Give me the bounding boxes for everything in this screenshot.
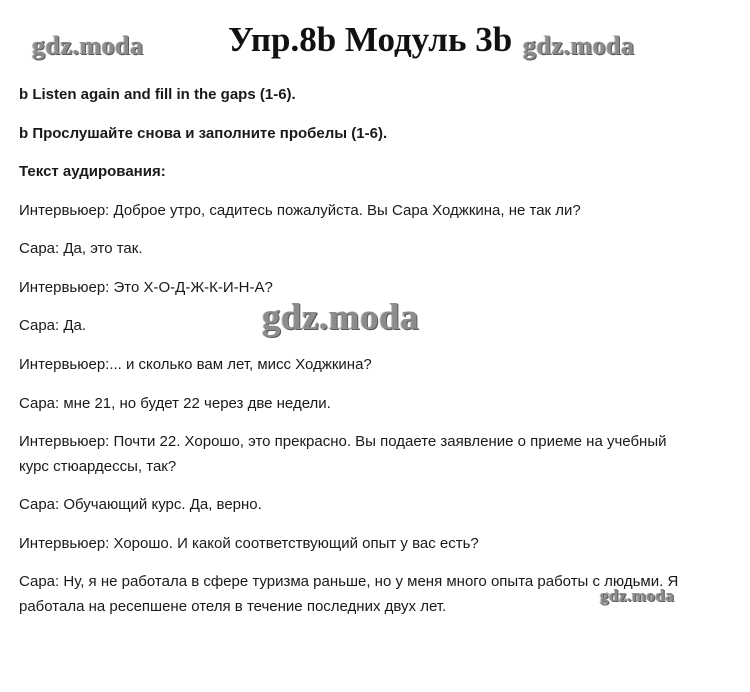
dialogue-line-1: Интервьюер: Доброе утро, садитесь пожалуйста. Вы Сара Ходжкина, не так ли?: [19, 202, 581, 219]
dialogue-line-7: Интервьюер: Почти 22. Хорошо, это прекрасно. Вы подаете заявление о приеме на учебный курс стюардессы, так?: [19, 433, 667, 475]
task-russian: b Прослушайте снова и заполните пробелы (1-6).: [19, 125, 388, 142]
dialogue-line-8: Сара: Обучающий курс. Да, верно.: [19, 496, 262, 513]
watermark-top-right: gdz.moda: [523, 31, 635, 60]
watermark-center: gdz.moda: [262, 297, 420, 338]
dialogue-line-2: Сара: Да, это так.: [19, 240, 143, 257]
dialogue-line-3: Интервьюер: Это Х-О-Д-Ж-К-И-Н-А?: [19, 279, 273, 296]
dialogue-line-4: Сара: Да.: [19, 317, 87, 334]
dialogue-line-6: Сара: мне 21, но будет 22 через две недели.: [19, 395, 331, 412]
watermark-bottom-right: gdz.moda: [600, 586, 675, 605]
watermark-top-left: gdz.moda: [32, 31, 144, 60]
section-heading: Текст аудирования:: [19, 163, 166, 180]
dialogue-line-5: Интервьюер:... и сколько вам лет, мисс Ходжкина?: [19, 356, 372, 373]
dialogue-line-9: Интервьюер: Хорошо. И какой соответствующий опыт у вас есть?: [19, 535, 479, 552]
task-english: b Listen again and fill in the gaps (1-6).: [19, 86, 296, 103]
page-title: Упр.8b Модуль 3b: [228, 20, 513, 59]
dialogue-line-10: Сара: Ну, я не работала в сфере туризма раньше, но у меня много опыта работы с людьми. Я работала на ресепшене отеля в течение последних двух лет.: [19, 573, 679, 615]
